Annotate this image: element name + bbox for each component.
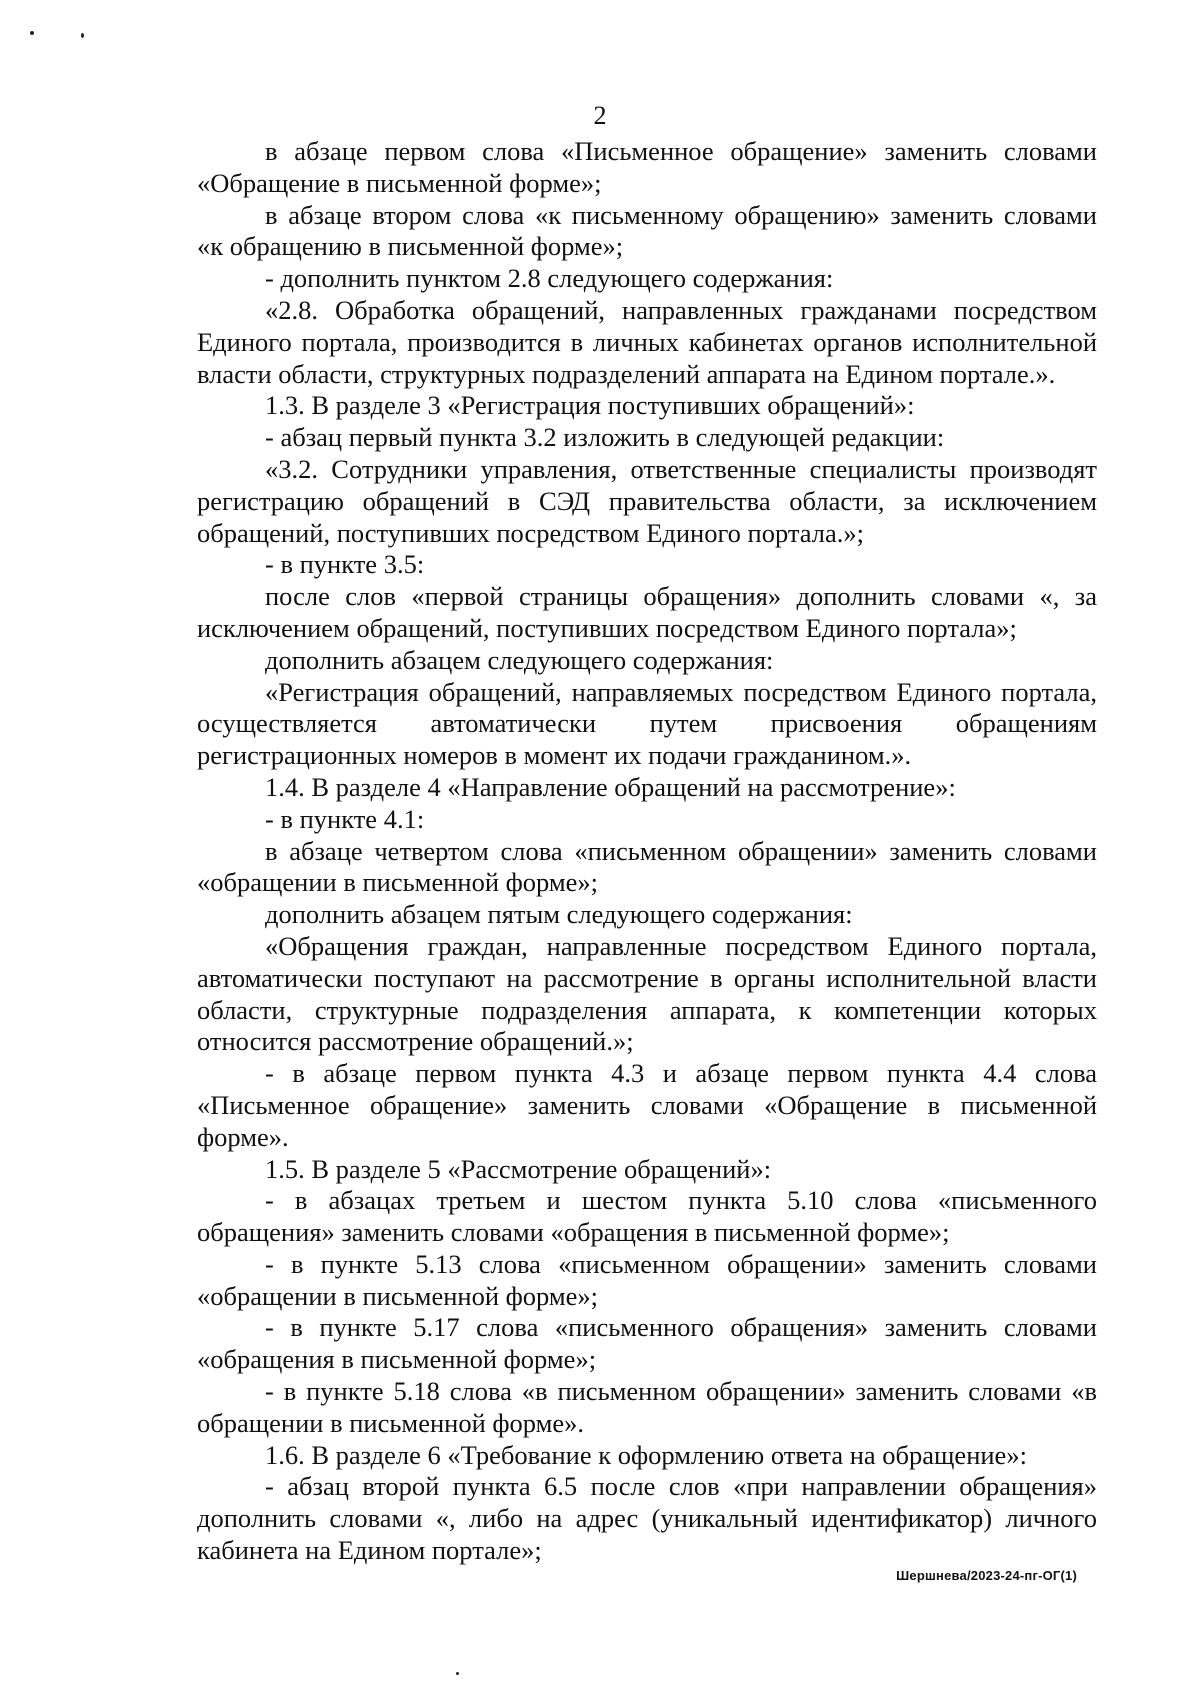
paragraph: 1.5. В разделе 5 «Рассмотрение обращений»: xyxy=(265,1153,772,1184)
paragraph: в абзаце первом слова «Письменное обращение» заменить словами «Обращение в письменной форме»; xyxy=(197,136,1097,198)
paragraph: - в пункте 5.17 слова «письменного обращения» заменить словами «обращения в письменной форме»; xyxy=(197,1312,1097,1375)
paragraph: 1.6. В разделе 6 «Требование к оформлению ответа на обращение»: xyxy=(265,1439,1027,1470)
paragraph: дополнить абзацем следующего содержания: xyxy=(265,644,774,675)
paragraph: - абзац первый пункта 3.2 изложить в следующей редакции: xyxy=(265,422,945,453)
paragraph: «3.2. Сотрудники управления, ответственные специалисты производят регистрацию обращений в СЭД правительства области, за исключением обращений, поступивших посредством Единого портала.»; xyxy=(197,453,1097,548)
scan-speck xyxy=(456,1672,459,1675)
paragraph: «2.8. Обработка обращений, направленных гражданами посредством Единого портала, производится в личных кабинетах органов исполнительной власти области, структурных подразделений аппарата на Едином портале.». xyxy=(197,294,1097,389)
paragraph: 1.3. В разделе 3 «Регистрация поступивших обращений»: xyxy=(265,390,915,421)
paragraph: дополнить абзацем пятым следующего содержания: xyxy=(265,899,853,930)
page-number: 2 xyxy=(593,101,607,130)
paragraph: после слов «первой страницы обращения» дополнить словами «, за исключением обращений, поступивших посредством Единого портала»; xyxy=(197,581,1097,643)
paragraph: - в пункте 3.5: xyxy=(265,549,425,580)
document-body xyxy=(197,136,1097,1567)
paragraph: - дополнить пунктом 2.8 следующего содержания: xyxy=(265,263,834,294)
paragraph: «Обращения граждан, направленные посредством Единого портала, автоматически поступают на рассмотрение в органы исполнительной власти области, структурные подразделения аппарата, к компетенции которых относится рассмотрение обращений.»; xyxy=(197,930,1097,1057)
paragraph: - абзац второй пункта 6.5 после слов «при направлении обращения» дополнить словами «, либо на адрес (уникальный идентификатор) личного кабинета на Едином портале»; xyxy=(197,1471,1097,1566)
paragraph: в абзаце четвертом слова «письменном обращении» заменить словами «обращении в письменной форме»; xyxy=(197,835,1097,898)
paragraph: - в пункте 5.13 слова «письменном обращении» заменить словами «обращении в письменной форме»; xyxy=(197,1248,1097,1311)
paragraph: в абзаце втором слова «к письменному обращению» заменить словами «к обращению в письменной форме»; xyxy=(197,199,1097,262)
paragraph: - в абзаце первом пункта 4.3 и абзаце первом пункта 4.4 слова «Письменное обращение» заменить словами «Обращение в письменной форме». xyxy=(197,1058,1097,1152)
paragraph: - в пункте 4.1: xyxy=(265,803,425,834)
document-reference-code: Шершнева/2023-24-пг-ОГ(1) xyxy=(896,1568,1077,1583)
scan-speck xyxy=(30,31,34,35)
scan-speck xyxy=(81,33,84,38)
paragraph: - в пункте 5.18 слова «в письменном обращении» заменить словами «в обращении в письменной форме». xyxy=(197,1376,1097,1438)
paragraph: 1.4. В разделе 4 «Направление обращений на рассмотрение»: xyxy=(265,771,956,802)
paragraph: - в абзацах третьем и шестом пункта 5.10 слова «письменного обращения» заменить словами «обращения в письменной форме»; xyxy=(197,1185,1097,1248)
paragraph: «Регистрация обращений, направляемых посредством Единого портала, осуществляется автоматически путем присвоения обращениям регистрационных номеров в момент их подачи гражданином.». xyxy=(197,676,1097,771)
